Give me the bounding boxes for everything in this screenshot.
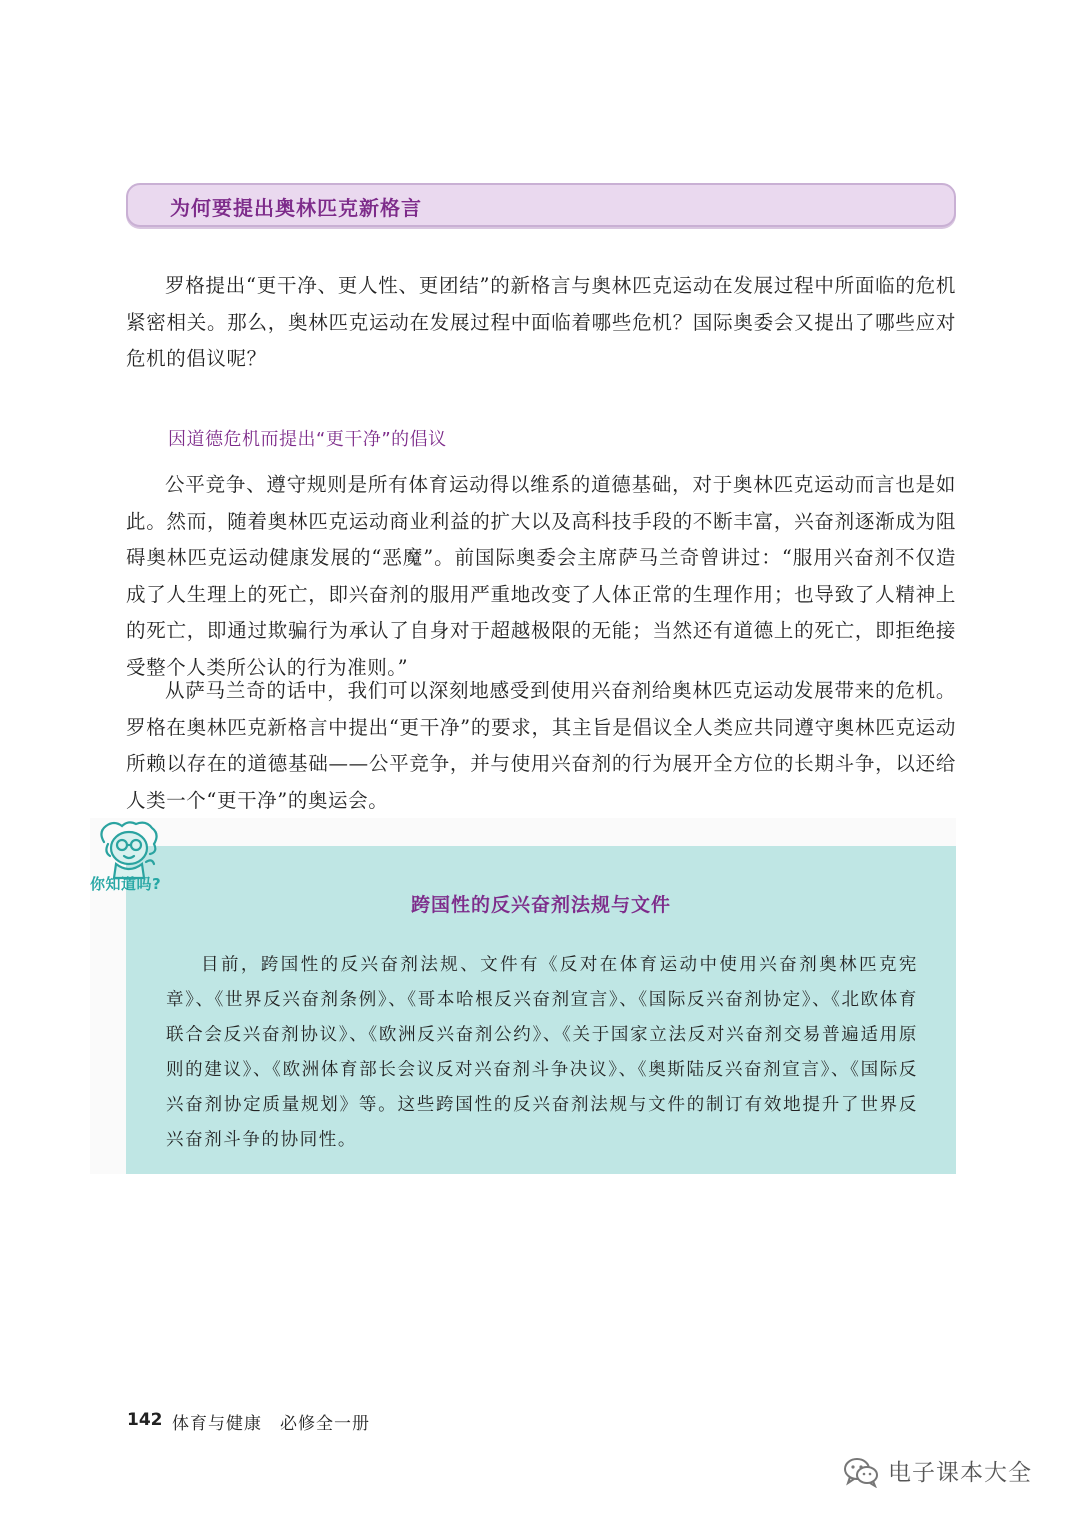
- wechat-icon: [842, 1456, 880, 1488]
- watermark-text: 电子课本大全: [888, 1460, 1032, 1486]
- book-title: 体育与健康 必修全一册: [172, 1414, 370, 1434]
- section-title: 为何要提出奥林匹克新格言: [170, 196, 422, 220]
- info-body: 目前，跨国性的反兴奋剂法规、文件有《反对在体育运动中使用兴奋剂奥林匹克宪章》、《世界反兴奋剂条例》、《哥本哈根反兴奋剂宣言》、《国际反兴奋剂协定》、《北欧体育联合会反兴奋剂协议》、《欧洲反兴奋剂公约》、《关于国家立法反对兴奋剂交易普遍适用原则的建议》、《欧洲体育部长会议反对兴奋剂斗争决议》、《奥斯陆反兴奋剂宣言》、《国际反兴奋剂协定质量规划》等。这些跨国性的反兴奋剂法规与文件的制订有效地提升了世界反兴奋剂斗争的协同性。: [166, 955, 918, 1150]
- body-paragraph-1: 公平竞争、遵守规则是所有体育运动得以维系的道德基础，对于奥林匹克运动而言也是如此。然而，随着奥林匹克运动商业利益的扩大以及高科技手段的不断丰富，兴奋剂逐渐成为阻碍奥林匹克运动健康发展的“恶魔”。前国际奥委会主席萨马兰奇曾讲过：“服用兴奋剂不仅造成了人生理上的死亡，即兴奋剂的服用严重地改变了人体正常的生理作用；也导致了人精神上的死亡，即通过欺骗行为承认了自身对于超越极限的无能；当然还有道德上的死亡，即拒绝接受整个人类所公认的行为准则。”: [126, 473, 956, 679]
- intro-paragraph: 罗格提出“更干净、更人性、更团结”的新格言与奥林匹克运动在发展过程中所面临的危机紧密相关。那么，奥林匹克运动在发展过程中面临着哪些危机？国际奥委会又提出了哪些应对危机的倡议呢？: [126, 274, 956, 370]
- info-card: [90, 818, 956, 1174]
- section-banner: [126, 183, 956, 227]
- page-number: 142: [127, 1410, 163, 1430]
- info-tag: 你知道吗?: [90, 875, 162, 893]
- cartoon-professor-icon: [94, 818, 164, 880]
- info-title: 跨国性的反兴奋剂法规与文件: [410, 894, 671, 916]
- body-paragraph-2: 从萨马兰奇的话中，我们可以深刻地感受到使用兴奋剂给奥林匹克运动发展带来的危机。罗格在奥林匹克新格言中提出“更干净”的要求，其主旨是倡议全人类应共同遵守奥林匹克运动所赖以存在的道德基础——公平竞争，并与使用兴奋剂的行为展开全方位的长期斗争，以还给人类一个“更干净”的奥运会。: [126, 679, 956, 812]
- subsection-title: 因道德危机而提出“更干净”的倡议: [168, 429, 447, 450]
